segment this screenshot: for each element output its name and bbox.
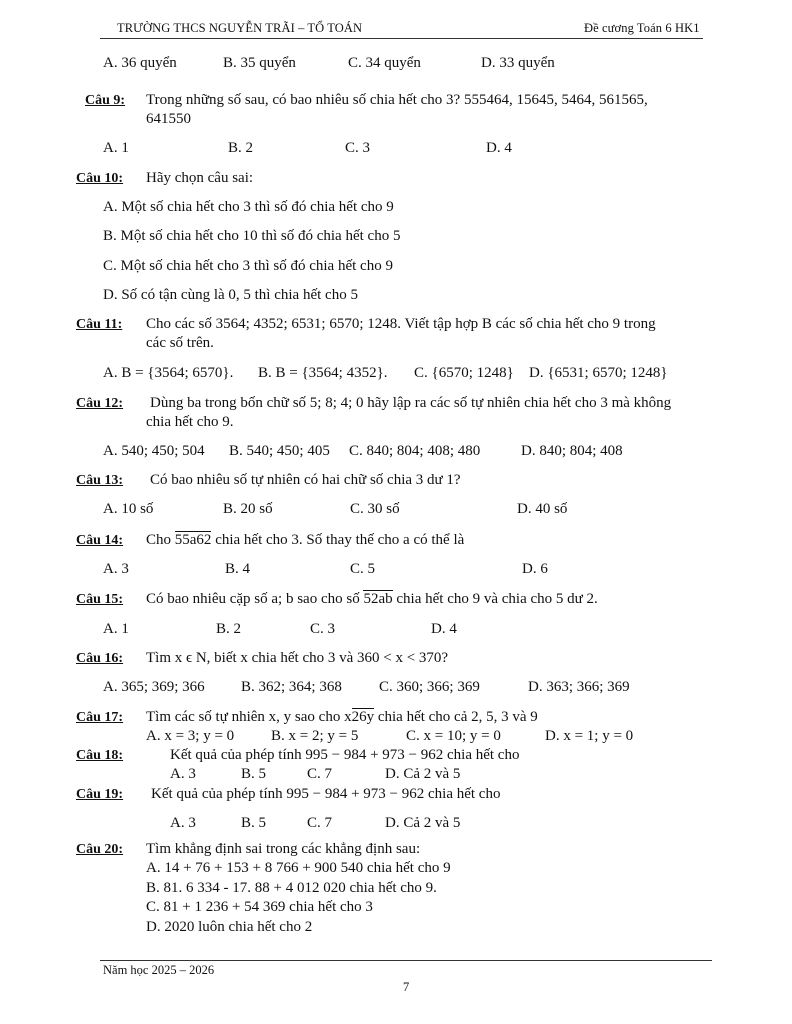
header-rule [100, 38, 703, 39]
q12-option-a: A. 540; 450; 504 [103, 443, 205, 459]
q9-option-a: A. 1 [103, 140, 129, 156]
q13-label: Câu 13: [76, 473, 124, 488]
q17-option-c: C. x = 10; y = 0 [406, 728, 501, 744]
q14-option-a: A. 3 [103, 561, 129, 577]
q18-text: Kết quả của phép tính 995 − 984 + 973 − 962 chia hết cho [170, 747, 520, 763]
q9-option-b: B. 2 [228, 140, 254, 156]
q17-text-pre: Tìm các số tự nhiên x, y sao cho x [146, 709, 352, 725]
q16-text: Tìm x ϵ N, biết x chia hết cho 3 và 360 < x < 370? [146, 650, 449, 666]
q20-option-b: B. 81. 6 334 - 17. 88 + 4 012 020 chia hết cho 9. [146, 880, 437, 896]
footer-rule [100, 960, 712, 961]
q14-text-pre: Cho [146, 532, 172, 548]
q14-option-d: D. 6 [522, 561, 548, 577]
q11-option-b: B. B = {3564; 4352}. [258, 365, 388, 381]
q11-label: Câu 11: [76, 317, 123, 332]
q17-overlined-number: 26y [351, 709, 375, 725]
q15-option-a: A. 1 [103, 621, 129, 637]
q12-option-d: D. 840; 804; 408 [521, 443, 623, 459]
q8-option-a: A. 36 quyển [103, 55, 177, 71]
q12-option-c: C. 840; 804; 408; 480 [349, 443, 481, 459]
q14-overlined-number: 55a62 [174, 532, 212, 548]
q15-text-post: chia hết cho 9 và chia cho 5 dư 2. [396, 591, 598, 607]
q17-text-post: chia hết cho cả 2, 5, 3 và 9 [377, 709, 538, 725]
q13-option-a: A. 10 số [103, 501, 154, 517]
q9-option-d: D. 4 [486, 140, 512, 156]
q14-label: Câu 14: [76, 533, 124, 548]
q15-text [146, 590, 598, 608]
q14-text [146, 531, 464, 549]
q18-label: Câu 18: [76, 748, 124, 763]
q13-option-b: B. 20 số [223, 501, 273, 517]
q12-label: Câu 12: [76, 396, 124, 411]
q19-option-a: A. 3 [170, 815, 196, 831]
q17-label: Câu 17: [76, 710, 124, 725]
q19-label: Câu 19: [76, 787, 124, 802]
q8-option-c: C. 34 quyển [348, 55, 421, 71]
q16-option-d: D. 363; 366; 369 [528, 679, 630, 695]
q11-option-c: C. {6570; 1248} [414, 365, 514, 381]
q17-text [146, 708, 538, 726]
q17-option-d: D. x = 1; y = 0 [545, 728, 634, 744]
q10-option-b: B. Một số chia hết cho 10 thì số đó chia hết cho 5 [103, 228, 401, 244]
q9-option-c: C. 3 [345, 140, 371, 156]
q16-label: Câu 16: [76, 651, 124, 666]
q15-overlined-number: 52ab [363, 591, 393, 607]
q10-option-a: A. Một số chia hết cho 3 thì số đó chia hết cho 9 [103, 199, 394, 215]
q10-option-c: C. Một số chia hết cho 3 thì số đó chia hết cho 9 [103, 258, 393, 274]
q20-option-d: D. 2020 luôn chia hết cho 2 [146, 919, 313, 935]
footer-school-year: Năm học 2025 – 2026 [103, 963, 215, 977]
q10-text: Hãy chọn câu sai: [146, 170, 254, 186]
q19-option-d: D. Cả 2 và 5 [385, 815, 461, 831]
q20-label: Câu 20: [76, 842, 124, 857]
q19-text: Kết quả của phép tính 995 − 984 + 973 − 962 chia hết cho [151, 786, 501, 802]
q15-text-pre: Có bao nhiêu cặp số a; b sao cho số [146, 591, 360, 607]
page-number: 7 [403, 980, 410, 994]
q9-label: Câu 9: [85, 93, 126, 108]
header-school: TRƯỜNG THCS NGUYỄN TRÃI – TỔ TOÁN [117, 21, 363, 35]
q20-option-c: C. 81 + 1 236 + 54 369 chia hết cho 3 [146, 899, 373, 915]
q11-option-a: A. B = {3564; 6570}. [103, 365, 234, 381]
q20-text: Tìm khẳng định sai trong các khẳng định sau: [146, 841, 421, 857]
q15-option-b: B. 2 [216, 621, 242, 637]
q9-text-line1: Trong những số sau, có bao nhiêu số chia hết cho 3? 555464, 15645, 5464, 561565, [146, 92, 648, 108]
q8-option-d: D. 33 quyển [481, 55, 555, 71]
q10-label: Câu 10: [76, 171, 124, 186]
q19-option-c: C. 7 [307, 815, 333, 831]
q14-text-post: chia hết cho 3. Số thay thế cho a có thể là [215, 532, 465, 548]
q19-option-b: B. 5 [241, 815, 267, 831]
q18-option-c: C. 7 [307, 766, 333, 782]
q12-text-line1: Dùng ba trong bốn chữ số 5; 8; 4; 0 hãy lập ra các số tự nhiên chia hết cho 3 mà không [150, 395, 672, 411]
q18-option-d: D. Cả 2 và 5 [385, 766, 461, 782]
q12-text-line2: chia hết cho 9. [146, 414, 234, 430]
q14-option-c: C. 5 [350, 561, 376, 577]
q14-option-b: B. 4 [225, 561, 251, 577]
q12-option-b: B. 540; 450; 405 [229, 443, 330, 459]
q9-text-line2: 641550 [146, 111, 191, 127]
q13-text: Có bao nhiêu số tự nhiên có hai chữ số chia 3 dư 1? [150, 472, 461, 488]
q17-option-a: A. x = 3; y = 0 [146, 728, 235, 744]
q10-option-d: D. Số có tận cùng là 0, 5 thì chia hết cho 5 [103, 287, 358, 303]
q16-option-a: A. 365; 369; 366 [103, 679, 205, 695]
q13-option-c: C. 30 số [350, 501, 400, 517]
q15-label: Câu 15: [76, 592, 124, 607]
q16-option-b: B. 362; 364; 368 [241, 679, 342, 695]
q20-option-a: A. 14 + 76 + 153 + 8 766 + 900 540 chia hết cho 9 [146, 860, 451, 876]
q18-option-b: B. 5 [241, 766, 267, 782]
q18-option-a: A. 3 [170, 766, 196, 782]
header-title: Đề cương Toán 6 HK1 [584, 21, 700, 35]
q15-option-d: D. 4 [431, 621, 457, 637]
q13-option-d: D. 40 số [517, 501, 568, 517]
q15-option-c: C. 3 [310, 621, 336, 637]
q8-option-b: B. 35 quyển [223, 55, 296, 71]
q17-option-b: B. x = 2; y = 5 [271, 728, 359, 744]
q11-option-d: D. {6531; 6570; 1248} [529, 365, 668, 381]
q11-text-line2: các số trên. [146, 335, 214, 351]
q11-text-line1: Cho các số 3564; 4352; 6531; 6570; 1248. Viết tập hợp B các số chia hết cho 9 trong [146, 316, 656, 332]
q16-option-c: C. 360; 366; 369 [379, 679, 480, 695]
